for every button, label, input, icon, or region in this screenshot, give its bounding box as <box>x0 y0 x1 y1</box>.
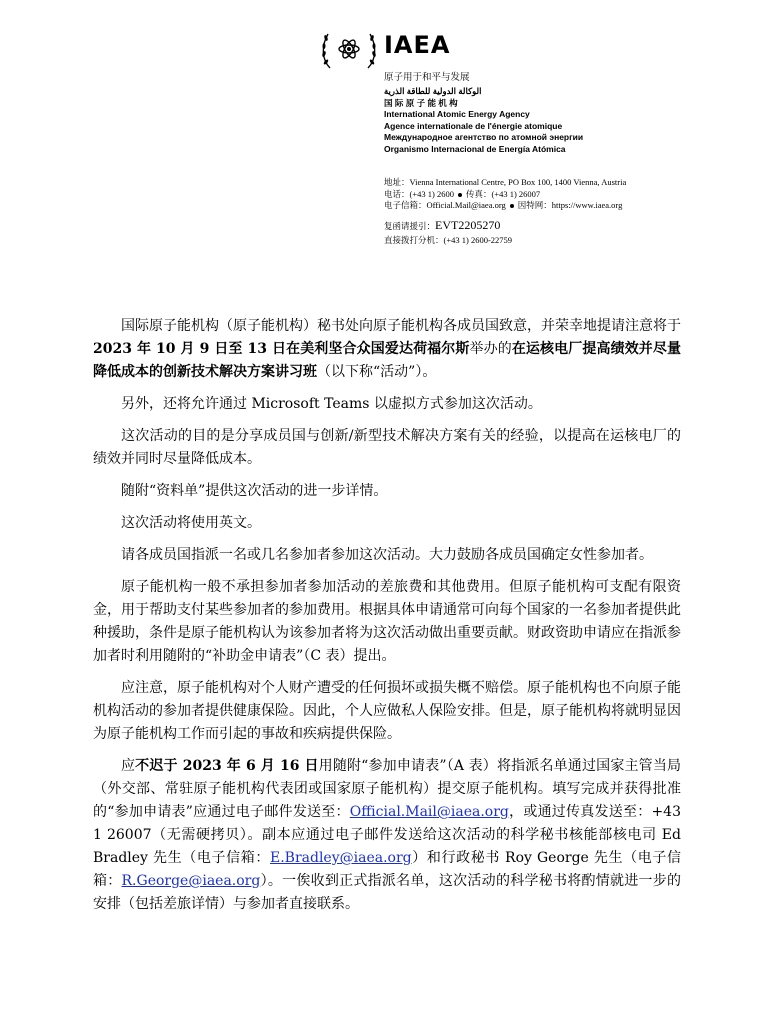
fax: 传真：(+43 1) 26007 <box>465 188 541 199</box>
reference-code: EVT2205270 <box>435 218 501 232</box>
event-title: 在运核电厂提高绩效并尽量降低成本的创新技术解决方案讲习班 <box>93 341 682 380</box>
iaea-laurel-logo-icon <box>318 24 380 74</box>
paragraph-7: 原子能机构一般不承担参加者参加活动的差旅费和其他费用。但原子能机构可支配有限资金，用于帮助支付某些参加者的参加费用。根据具体申请通常可向每个国家的一名参加者提供此种援助，条件是原子能机构认为该参加者将为这次活动做出重要贡献。财政资助申请应在指派参加者时利用随附的“补助金申请表”（C 表）提出。 <box>93 579 681 664</box>
p9-text: 用随附“参加申请表”（A 表）将指派名单通过国家主管当局（外交部、常驻原子能机构代表团或国家原子能机构）提交原子能机构。填写完成并获得批准的“参加申请表”应通过电子邮件发送至： <box>93 758 682 820</box>
p9-text: 应 <box>121 758 136 774</box>
letter-body <box>93 315 681 925</box>
phone-fax-line <box>384 189 626 201</box>
letterhead <box>0 0 770 260</box>
iaea-logo-text: IAEA <box>384 31 451 59</box>
official-mail-link[interactable]: Official.Mail@iaea.org <box>349 804 509 820</box>
paragraph-2: 另外，还将允许通过 Microsoft Teams 以虚拟方式参加这次活动。 <box>121 396 542 412</box>
event-dates: 2023 年 10 月 9 日至 13 日 <box>93 341 287 357</box>
event-location: 美利坚合众国爱达荷福尔斯 <box>300 341 470 357</box>
agency-name-arabic: الوكالة الدولية للطاقة الذرية <box>384 86 482 96</box>
paragraph-4: 随附“资料单”提供这次活动的进一步详情。 <box>121 483 388 499</box>
deadline-date: 不迟于 2023 年 6 月 16 日 <box>135 758 319 774</box>
address-line: 地址：Vienna International Centre, PO Box 100, 1400 Vienna, Austria <box>384 177 627 187</box>
paragraph-8: 应注意，原子能机构对个人财产遭受的任何损坏或损失概不赔偿。原子能机构也不向原子能机构活动的参加者提供健康保险。因此，个人应做私人保险安排。但是，原子能机构将就明显因为原子能机构工作而引起的事故和疾病提供保险。 <box>93 680 681 742</box>
phone: 电话：(+43 1) 2600 <box>384 188 454 199</box>
p1-text: 在 <box>286 341 301 357</box>
agency-name-spanish: Organismo Internacional de Energía Atómica <box>384 143 566 154</box>
email: 电子信箱：Official.Mail@iaea.org <box>384 200 506 210</box>
agency-name-french: Agence internationale de l'énergie atomique <box>384 120 563 131</box>
p9-text: ）。一俟收到正式指派名单，这次活动的科学秘书将酌情就进一步的安排（包括差旅详情）与参加者直接联系。 <box>93 873 682 912</box>
reference-block <box>384 218 512 247</box>
reference-line <box>384 218 512 233</box>
p1-text: 国际原子能机构（原子能机构）秘书处向原子能机构各成员国致意，并荣幸地提请注意将于 <box>121 318 681 334</box>
p1-text: （以下称“活动”）。 <box>317 364 437 380</box>
paragraph-1 <box>93 315 681 384</box>
paragraph-5: 这次活动将使用英文。 <box>121 515 261 531</box>
p9-text: ，或通过传真发送至：+43 1 26007（无需硬拷贝）。副本应通过电子邮件发送给这次活动的科学秘书核能部核电司 Ed Bradley 先生（电子信箱： <box>93 804 681 866</box>
paragraph-3: 这次活动的目的是分享成员国与创新/新型技术解决方案有关的经验，以提高在运核电厂的绩效并同时尽量降低成本。 <box>93 428 681 467</box>
agency-motto: 原子用于和平与发展 <box>384 72 470 83</box>
george-email-link[interactable]: R.George@iaea.org <box>121 873 261 889</box>
agency-name-english: International Atomic Energy Agency <box>384 109 530 119</box>
reference-label: 复函请援引： <box>384 221 436 231</box>
p9-text: ）和行政秘书 Roy George 先生（电子信箱： <box>93 850 681 889</box>
agency-names <box>384 86 583 155</box>
agency-name-chinese: 国 际 原 子 能 机 构 <box>384 97 458 108</box>
paragraph-6: 请各成员国指派一名或几名参加者参加这次活动。大力鼓励各成员国确定女性参加者。 <box>121 547 653 563</box>
bullet-icon <box>510 204 514 208</box>
internet: 因特网：https://www.iaea.org <box>517 200 623 210</box>
contact-block <box>384 177 626 212</box>
extension-line: 直接拨打分机：(+43 1) 2600-22759 <box>384 235 513 245</box>
email-internet-line <box>384 200 626 212</box>
bullet-icon <box>458 193 462 197</box>
paragraph-9 <box>93 755 681 916</box>
p1-text: 举办的 <box>469 341 512 357</box>
bradley-email-link[interactable]: E.Bradley@iaea.org <box>270 850 412 866</box>
agency-name-russian: Международное агентство по атомной энергии <box>384 132 584 142</box>
